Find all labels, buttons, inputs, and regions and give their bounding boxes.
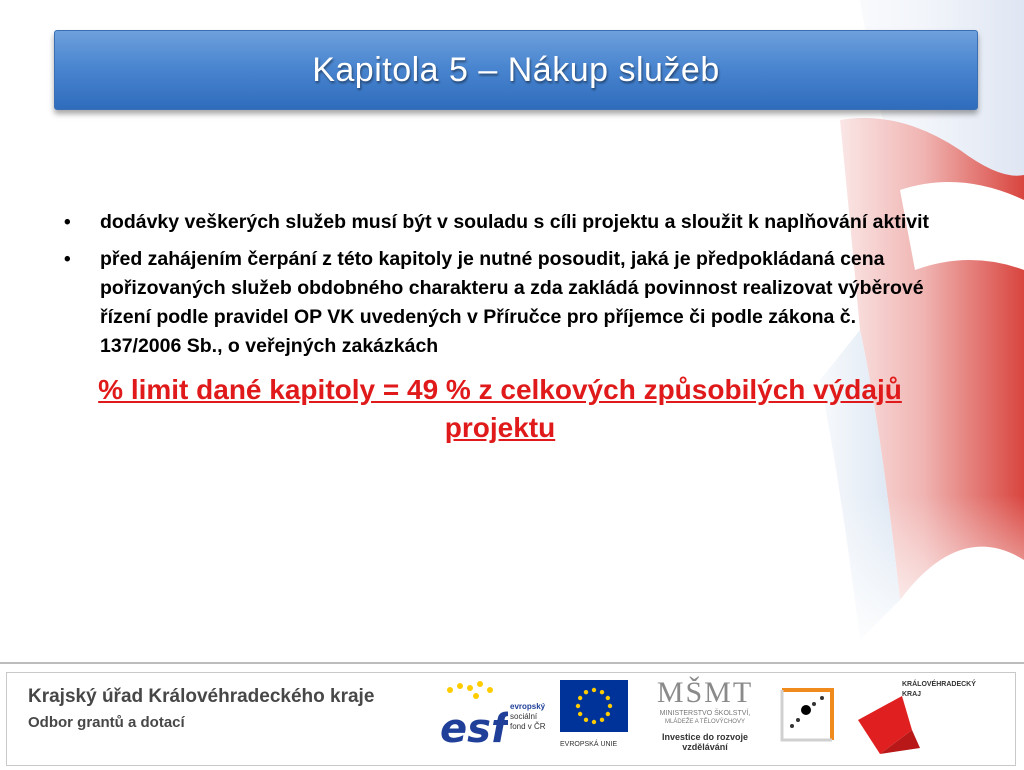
op-vk-logo <box>772 676 848 756</box>
esf-logo-text: esf <box>440 706 508 752</box>
region-caption-line: KRÁLOVÉHRADECKÝ <box>902 681 976 688</box>
bullet-text: dodávky veškerých služeb musí být v souladu s cíli projektu a sloužit k naplňování aktivit <box>100 211 930 233</box>
bullet-icon: • <box>64 212 71 233</box>
title-bar <box>54 30 978 110</box>
department-name: Odbor grantů a dotací <box>28 714 185 731</box>
eu-caption: EVROPSKÁ UNIE <box>560 741 618 748</box>
region-emblem-icon <box>850 690 930 760</box>
eu-star-icon <box>592 688 596 692</box>
eu-star-icon <box>578 712 582 716</box>
office-block <box>28 686 374 731</box>
esf-stars-icon <box>438 680 508 752</box>
region-caption <box>902 680 976 700</box>
esf-caption-line: evropský <box>510 702 546 711</box>
msmt-logo <box>640 676 770 766</box>
esf-caption-line: sociální <box>510 712 538 721</box>
region-caption-line: KRAJ <box>902 691 922 698</box>
eu-star-icon <box>576 704 580 708</box>
bullet-icon: • <box>64 249 71 270</box>
eu-star-icon <box>600 718 604 722</box>
op-vk-icon <box>772 676 848 756</box>
eu-logo <box>560 680 632 752</box>
msmt-caption-line: MINISTERSTVO ŠKOLSTVÍ, <box>659 710 751 717</box>
slogan: Investice do rozvoje vzdělávání <box>661 732 749 752</box>
bullet-item <box>60 245 940 361</box>
region-logo <box>850 678 1010 758</box>
msmt-logo-text: MŠMT <box>656 676 754 709</box>
eu-star-icon <box>606 696 610 700</box>
eu-star-icon <box>584 690 588 694</box>
bullet-text: před zahájením čerpání z této kapitoly je nutné posoudit, jaká je předpokládaná cena pořizovaných služeb obdobného charakteru a zda zakládá povinnost realizovat výběrové řízení podle pravidel OP VK uvedených v Příručce pro příjemce či podle zákona č. 137/2006 Sb., o veřejných zakázkách <box>100 248 924 357</box>
eu-star-icon <box>600 690 604 694</box>
eu-star-icon <box>608 704 612 708</box>
eu-star-icon <box>592 720 596 724</box>
eu-flag-icon <box>560 680 628 732</box>
footer <box>0 662 1024 770</box>
eu-star-icon <box>606 712 610 716</box>
eu-star-icon <box>578 696 582 700</box>
eu-star-icon <box>584 718 588 722</box>
msmt-caption-line: MLÁDEŽE A TĚLOVÝCHOVY <box>665 719 745 725</box>
bullet-list <box>60 208 940 361</box>
esf-logo <box>438 680 558 752</box>
office-name: Krajský úřad Královéhradeckého kraje <box>28 686 375 707</box>
slide-title: Kapitola 5 – Nákup služeb <box>312 50 720 89</box>
bullet-item <box>60 208 940 237</box>
esf-caption-line: fond v ČR <box>510 722 546 731</box>
slide-content <box>60 208 940 447</box>
limit-highlight: % limit dané kapitoly = 49 % z celkových způsobilých výdajů projektu <box>98 374 902 443</box>
esf-caption <box>510 702 546 732</box>
